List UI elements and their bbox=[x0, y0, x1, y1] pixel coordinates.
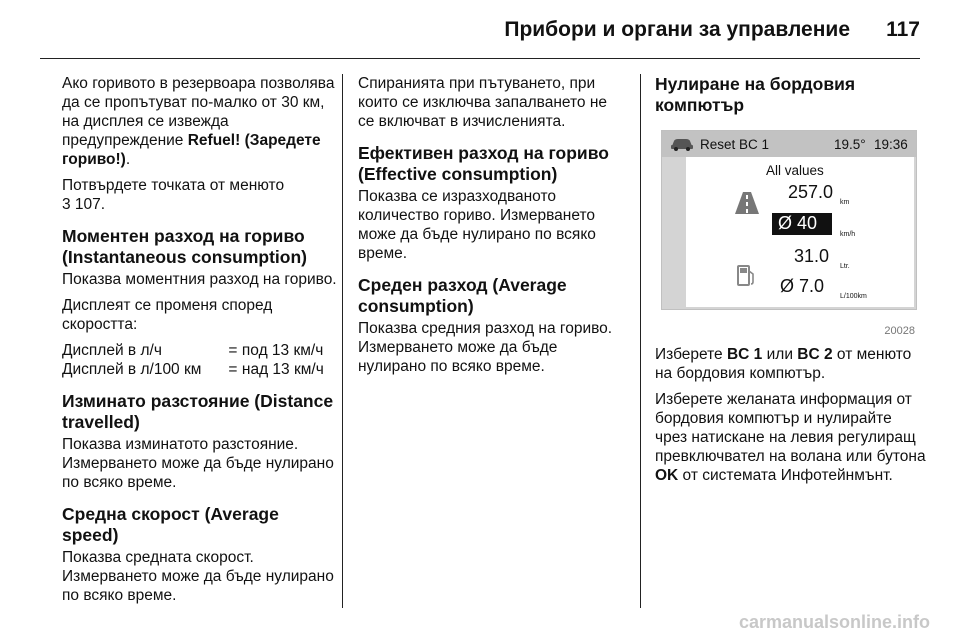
heading-effective: Ефективен разход на гориво (Effective consumption) bbox=[358, 143, 609, 184]
display-unit: km/h bbox=[840, 231, 856, 238]
heading-average: Среден разход (Average consumption) bbox=[358, 275, 567, 316]
fuel-pump-icon bbox=[736, 263, 756, 287]
header-rule bbox=[40, 58, 920, 59]
board-computer-figure bbox=[655, 124, 923, 339]
column-1 bbox=[62, 74, 337, 612]
average-paragraph: Показва средния разход на гориво. Измерването може да бъде нулирано по всяко време. bbox=[358, 320, 613, 375]
display-unit: km bbox=[840, 199, 850, 206]
speed-table bbox=[62, 341, 337, 379]
equals-cell: = bbox=[228, 342, 238, 359]
heading-reset: Нулиране на бордовия компютър bbox=[655, 74, 856, 115]
page-header bbox=[0, 0, 960, 58]
distance-paragraph: Показва изминатото разстояние. Измерването може да бъде нулирано по всяко време. bbox=[62, 436, 334, 491]
figure-number: 20028 bbox=[884, 325, 915, 337]
display-unit: L/100km bbox=[840, 293, 867, 300]
table-row bbox=[62, 360, 337, 379]
display-cell: Дисплей в л/ч bbox=[62, 342, 162, 359]
refuel-paragraph: Ако горивото в резервоара позволява да се пропътуват по-малко от 30 км, на дисплея се извежда предупреждение Refuel! (Заредете гориво!). bbox=[62, 75, 335, 168]
display-unit: Ltr. bbox=[840, 263, 850, 270]
display-subtitle: All values bbox=[766, 163, 824, 178]
condition-cell: под 13 км/ч bbox=[241, 342, 324, 359]
display-value: Ø 40 bbox=[778, 213, 818, 233]
page-reference: 3 107. bbox=[62, 196, 106, 213]
ok-label: OK bbox=[655, 467, 679, 484]
stops-paragraph: Спиранията при пътуването, при които се изключва запалването не се включват в изчисленията. bbox=[358, 75, 608, 130]
choose-paragraph: Изберете желаната информация от бордовия компютър и нулирайте чрез натискане на левия регулиращ превключвател на волана или бутона OK от системата Инфотейнмънт. bbox=[655, 391, 926, 484]
display-screen bbox=[661, 130, 917, 310]
display-value: Ø 7.0 bbox=[780, 276, 825, 296]
bc1-label: BC 1 bbox=[726, 346, 763, 363]
column-divider-2 bbox=[640, 74, 641, 608]
column-divider-1 bbox=[342, 74, 343, 608]
road-icon bbox=[734, 191, 760, 215]
watermark: carmanualsonline.info bbox=[738, 612, 930, 632]
display-value: 257.0 bbox=[788, 182, 834, 202]
page-title: Прибори и органи за управление bbox=[504, 18, 850, 41]
select-paragraph: Изберете BC 1 или BC 2 от менюто на бордовия компютър. bbox=[655, 346, 912, 382]
page-number: 117 bbox=[886, 18, 920, 41]
display-value: 31.0 bbox=[794, 246, 830, 266]
car-icon bbox=[670, 137, 694, 151]
heading-distance: Изминато разстояние (Distance travelled) bbox=[62, 391, 334, 432]
display-cell: Дисплей в л/100 км bbox=[62, 361, 202, 378]
display-time: 19:36 bbox=[874, 137, 908, 152]
instantaneous-paragraph: Показва моментния разход на гориво. bbox=[62, 271, 337, 288]
equals-cell: = bbox=[228, 361, 238, 378]
effective-paragraph: Показва се изразходваното количество гориво. Измерването може да бъде нулирано по всяко време. bbox=[358, 188, 596, 262]
heading-speed: Средна скорост (Average speed) bbox=[62, 504, 279, 545]
bc2-label: BC 2 bbox=[797, 346, 833, 363]
speed-paragraph: Показва средната скорост. Измерването може да бъде нулирано по всяко време. bbox=[62, 549, 334, 604]
condition-cell: над 13 км/ч bbox=[241, 361, 324, 378]
confirm-paragraph: Потвърдете точката от менюто 3 107. bbox=[62, 177, 285, 213]
heading-instantaneous: Моментен разход на гориво (Instantaneous consumption) bbox=[62, 226, 307, 267]
table-row bbox=[62, 341, 337, 360]
display-temperature: 19.5° bbox=[834, 137, 866, 152]
display-paragraph: Дисплеят се променя според скоростта: bbox=[62, 297, 273, 333]
display-title: Reset BC 1 bbox=[700, 137, 770, 152]
refuel-warning: Refuel! (Заредете гориво!) bbox=[62, 132, 321, 168]
column-2 bbox=[358, 74, 626, 383]
column-3 bbox=[655, 74, 927, 492]
